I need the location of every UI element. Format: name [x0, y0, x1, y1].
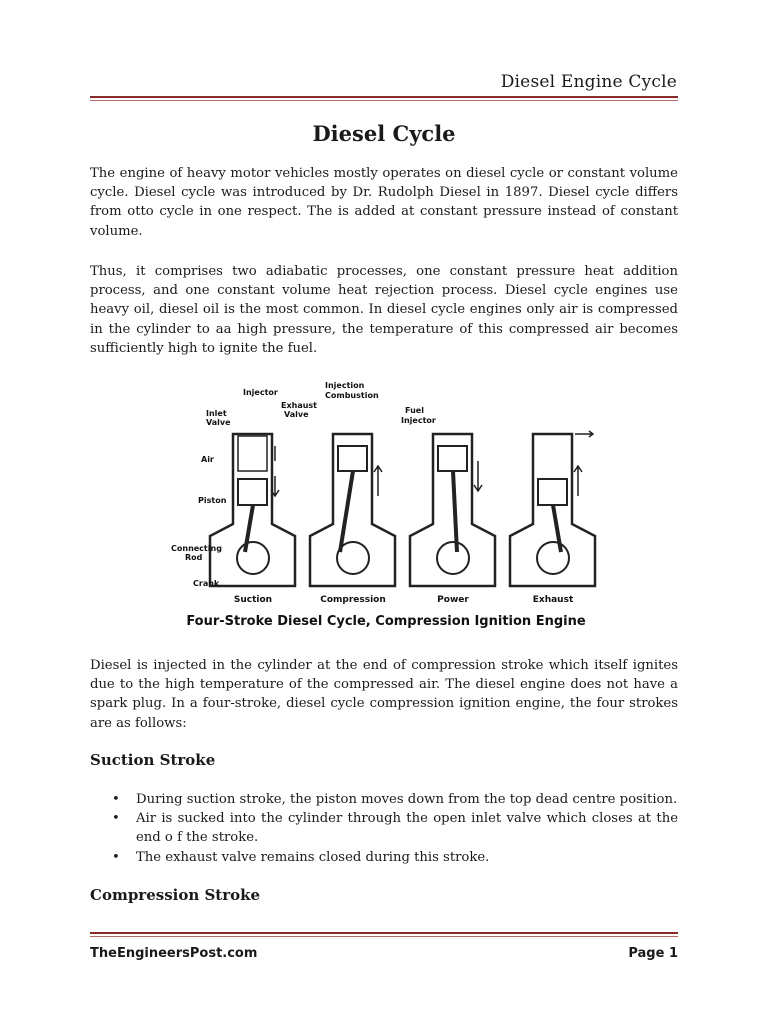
heading-compression-stroke: Compression Stroke — [90, 886, 261, 904]
list-item: • Air is sucked into the cylinder through the open inlet valve which closes at the end o f the stroke. — [90, 809, 678, 847]
label-piston: Piston — [198, 496, 227, 505]
footer-rule — [90, 932, 678, 934]
label-connecting-rod-2: Rod — [185, 553, 203, 562]
label-injection-2: Combustion — [325, 391, 379, 400]
heading-suction-stroke: Suction Stroke — [90, 751, 216, 769]
list-item: • The exhaust valve remains closed during this stroke. — [90, 848, 678, 867]
document-title: Diesel Cycle — [312, 121, 456, 146]
engine-compression — [310, 434, 395, 586]
footer-rule-thin — [90, 936, 678, 937]
figure-caption: Four-Stroke Diesel Cycle, Compression Ignition Engine — [186, 614, 586, 629]
label-fuel-injector-1: Fuel — [405, 406, 424, 415]
header-rule — [90, 96, 678, 98]
header-rule-thin — [90, 100, 678, 101]
engine-suction — [210, 434, 295, 586]
label-fuel-injector-2: Injector — [401, 416, 436, 425]
footer-page-number: Page 1 — [628, 946, 678, 961]
label-inlet-valve-1: Inlet — [206, 409, 227, 418]
suction-stroke-list — [90, 790, 678, 867]
label-connecting-rod-1: Connecting — [171, 544, 222, 553]
label-crank: Crank — [193, 579, 220, 588]
label-inlet-valve-2: Valve — [206, 418, 231, 427]
engine-exhaust — [510, 431, 595, 586]
stroke-label-suction: Suction — [233, 595, 273, 605]
running-header-title: Diesel Engine Cycle — [500, 72, 677, 92]
paragraph-intro: The engine of heavy motor vehicles mostly operates on diesel cycle or constant volume cycle. Diesel cycle was introduced by Dr. Rudolph Diesel in 1897. Diesel cycle differs from otto cycle in one respect. The is added at constant pressure instead of constant volume. — [90, 166, 678, 239]
label-exhaust-valve-2: Valve — [284, 410, 309, 419]
four-stroke-diagram — [165, 376, 605, 632]
stroke-label-compression: Compression — [320, 595, 386, 605]
label-injector: Injector — [243, 388, 278, 397]
paragraph-injection: Diesel is injected in the cylinder at the end of compression stroke which itself ignites due to the high temperature of the compressed air. The diesel engine does not have a spark plug. In a four-stroke, diesel cycle compression ignition engine, the four strokes are as follows: — [90, 658, 678, 731]
label-injection-1: Injection — [325, 381, 365, 390]
paragraph-processes: Thus, it comprises two adiabatic processes, one constant pressure heat addition process, and one constant volume heat rejection process. Diesel cycle engines use heavy oil, diesel oil is the most common. In diesel cycle engines only air is compressed in the cylinder to aa high pressure, the temperature of this compressed air becomes sufficiently high to ignite the fuel. — [90, 264, 678, 356]
list-item: • During suction stroke, the piston moves down from the top dead centre position. — [90, 790, 678, 809]
stroke-label-exhaust: Exhaust — [532, 595, 574, 605]
label-air: Air — [201, 455, 214, 464]
footer-site-name: TheEngineersPost.com — [90, 946, 258, 961]
engine-power — [410, 434, 495, 586]
label-exhaust-valve-1: Exhaust — [281, 401, 317, 410]
stroke-label-power: Power — [437, 595, 469, 605]
